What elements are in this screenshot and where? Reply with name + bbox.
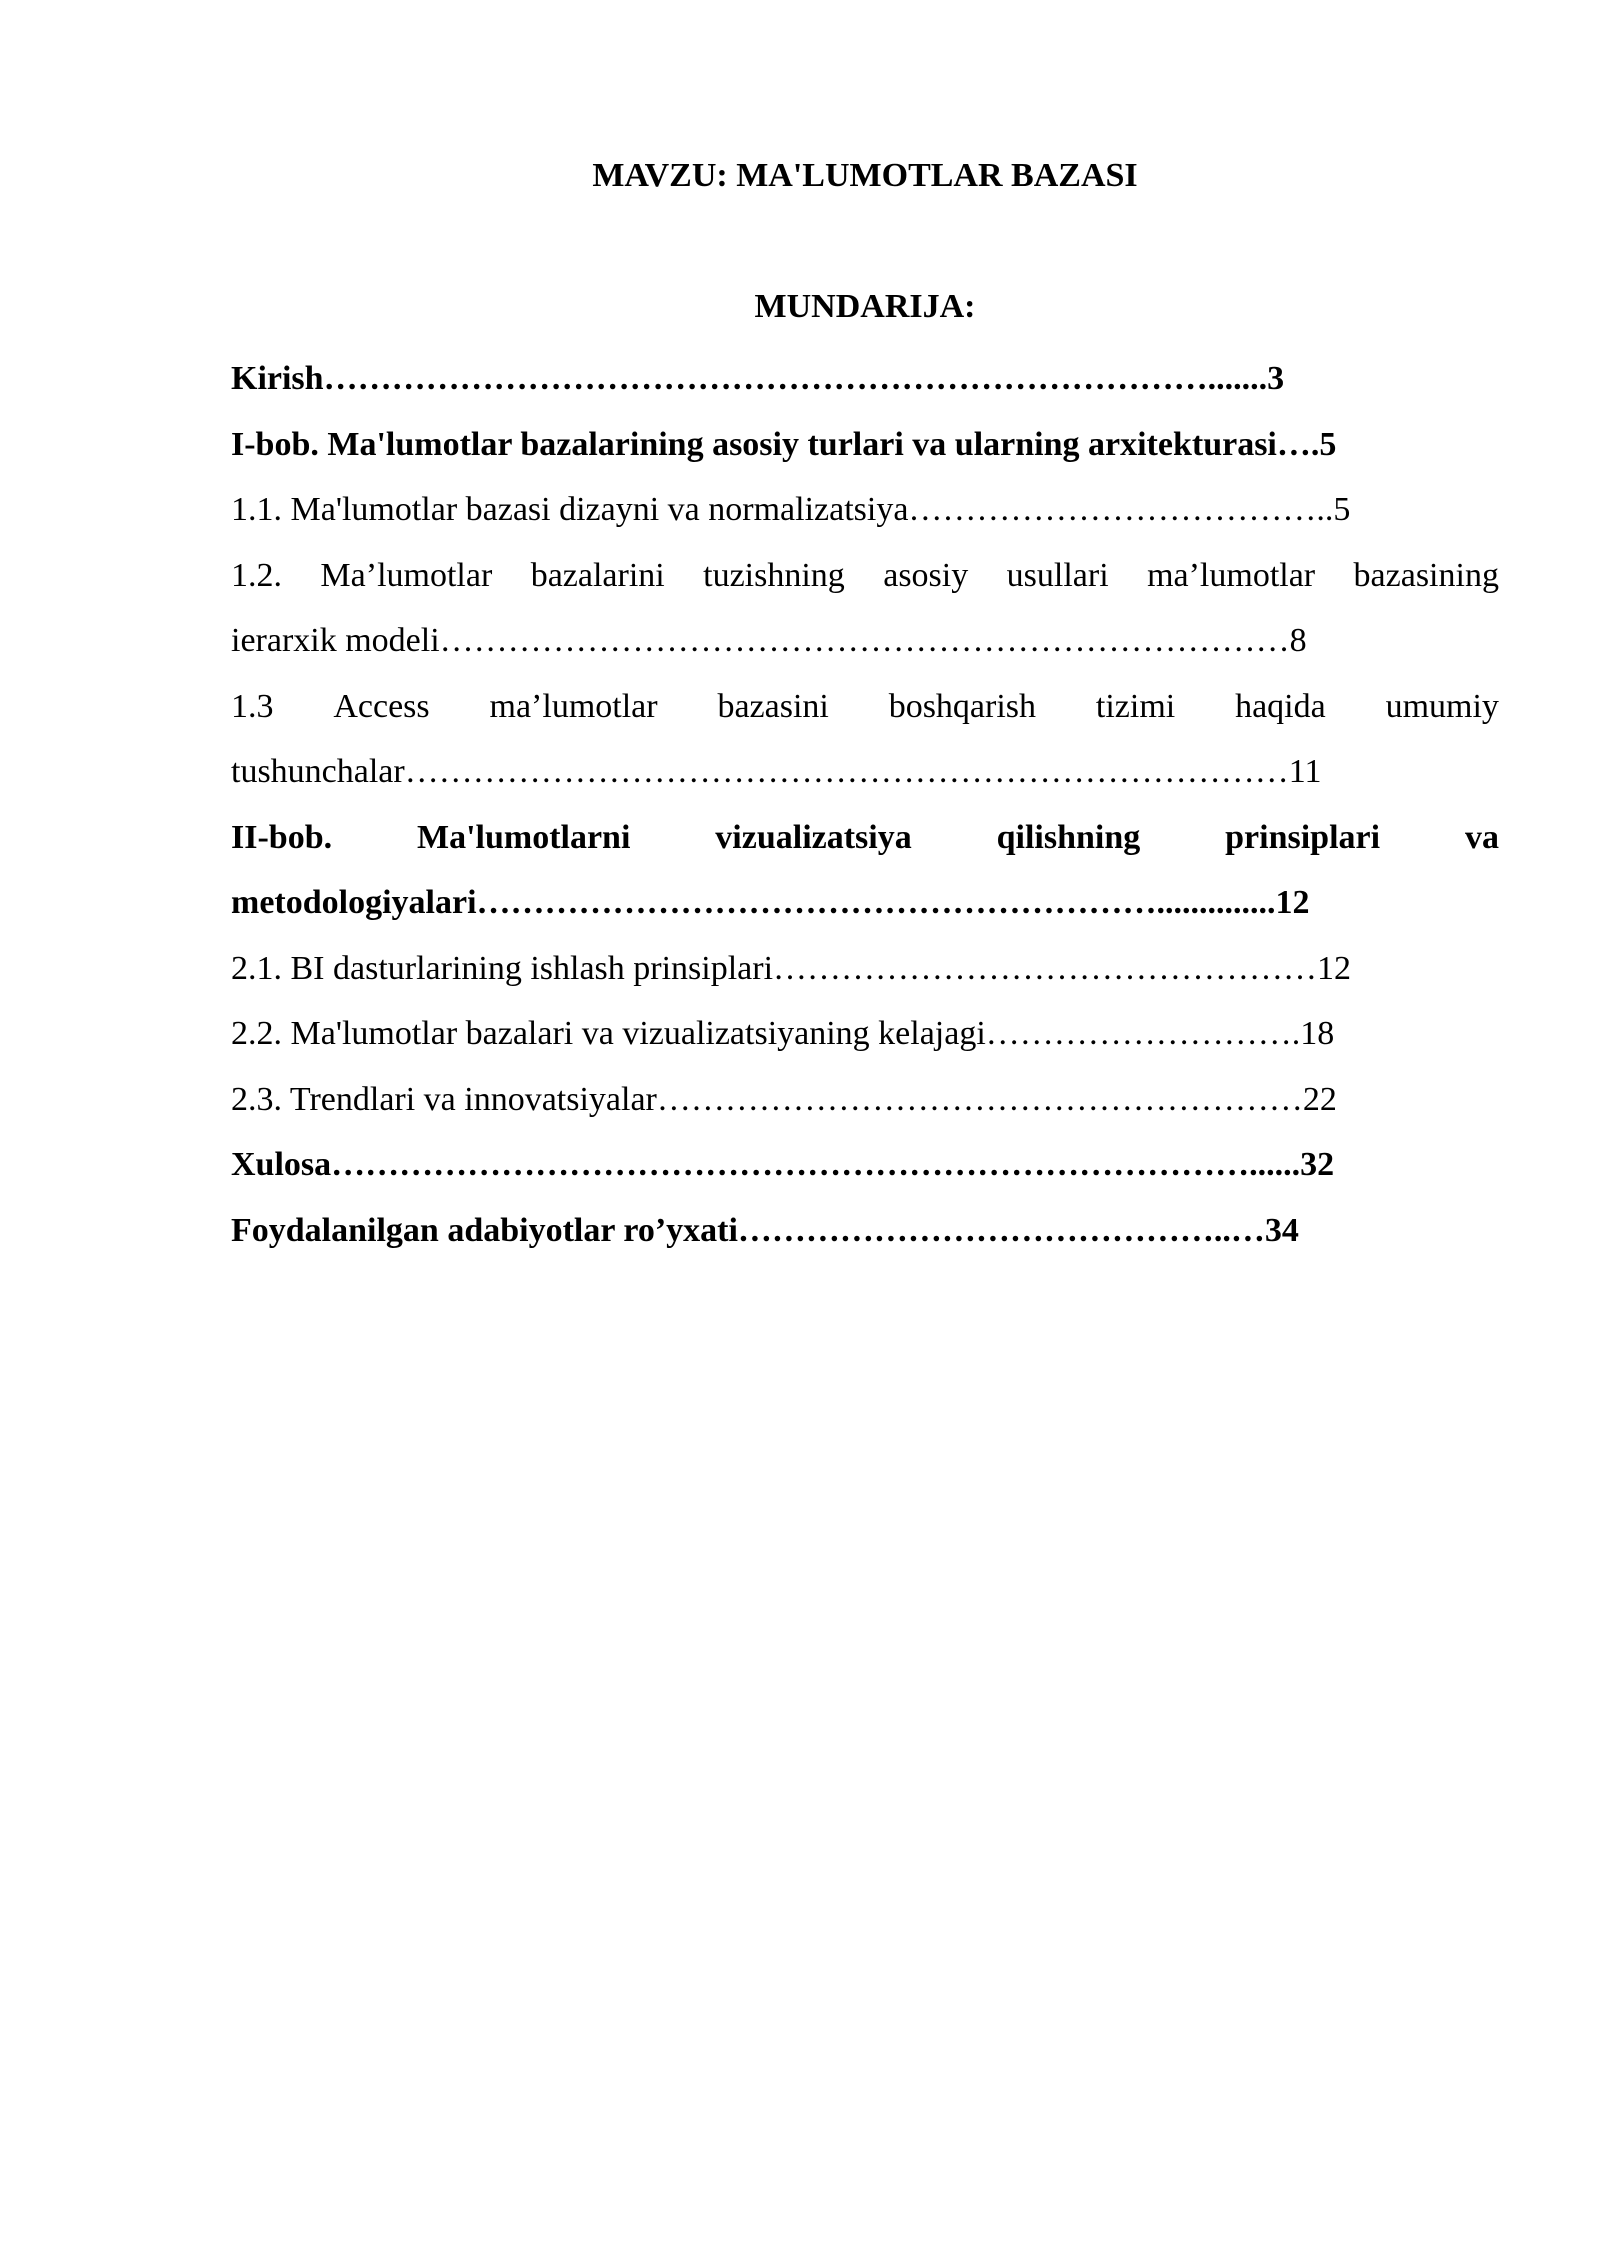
toc-word: Ma'lumotlarni (416, 818, 631, 856)
toc-word: II-bob. (231, 818, 333, 856)
toc-word: bazasining (1353, 556, 1499, 594)
toc-word: ma’lumotlar (489, 687, 658, 725)
toc-word: va (1464, 818, 1499, 856)
toc-word: 1.3 (231, 687, 274, 725)
toc-word: tuzishning (703, 556, 845, 594)
toc-entry-section-2-3: 2.3. Trendlari va innovatsiyalar…………………………………………………22 (231, 1080, 1337, 1118)
toc-word: 1.2. (231, 556, 282, 594)
toc-word: qilishning (996, 818, 1141, 856)
toc-word: umumiy (1385, 687, 1499, 725)
toc-entry-references: Foydalanilgan adabiyotlar ro’yxati……………………………………..…34 (231, 1211, 1299, 1249)
page-title: MAVZU: MA'LUMOTLAR BAZASI (592, 157, 1138, 194)
toc-entry-section-1-2-line1 (231, 543, 1499, 609)
toc-heading: MUNDARIJA: (754, 288, 976, 325)
toc-word: vizualizatsiya (715, 818, 912, 856)
toc-word: prinsiplari (1225, 818, 1381, 856)
toc-entry-section-1-2-line2: ierarxik modeli…………………………………………………………………8 (231, 622, 1307, 659)
toc-entry-section-1-3-line1 (231, 674, 1499, 740)
toc-entry-chapter-2-line1 (231, 805, 1499, 871)
toc-entry-chapter-2-line2: metodologiyalari……………………………………………………..............12 (231, 884, 1310, 921)
toc-word: Ma’lumotlar (320, 556, 493, 594)
toc-word: asosiy (883, 556, 969, 594)
toc-entry-section-1-1: 1.1. Ma'lumotlar bazasi dizayni va normalizatsiya………………………………..5 (231, 491, 1351, 528)
toc-word: usullari (1006, 556, 1109, 594)
toc-entry-chapter-1: I-bob. Ma'lumotlar bazalarining asosiy turlari va ularning arxitekturasi….5 (231, 425, 1337, 463)
toc-entry-xulosa: Xulosa………………………………………………………………………......32 (231, 1146, 1335, 1183)
toc-word: boshqarish (888, 687, 1037, 725)
toc-word: Access (333, 687, 430, 725)
toc-word: tizimi (1095, 687, 1176, 725)
toc-word: ma’lumotlar (1147, 556, 1316, 594)
toc-entry-kirish: Kirish…………………………………………………………………….......3 (231, 360, 1285, 397)
toc-entry-section-2-2: 2.2. Ma'lumotlar bazalari va vizualizatsiyaning kelajagi……………………….18 (231, 1015, 1335, 1052)
toc-word: haqida (1235, 687, 1326, 725)
toc-entry-section-1-3-line2: tushunchalar……………………………………………………………………11 (231, 753, 1322, 790)
table-of-contents (231, 346, 1499, 1263)
toc-entry-section-2-1: 2.1. BI dasturlarining ishlash prinsiplari…………………………………………12 (231, 949, 1352, 987)
toc-word: bazasini (717, 687, 829, 725)
toc-word: bazalarini (530, 556, 665, 594)
